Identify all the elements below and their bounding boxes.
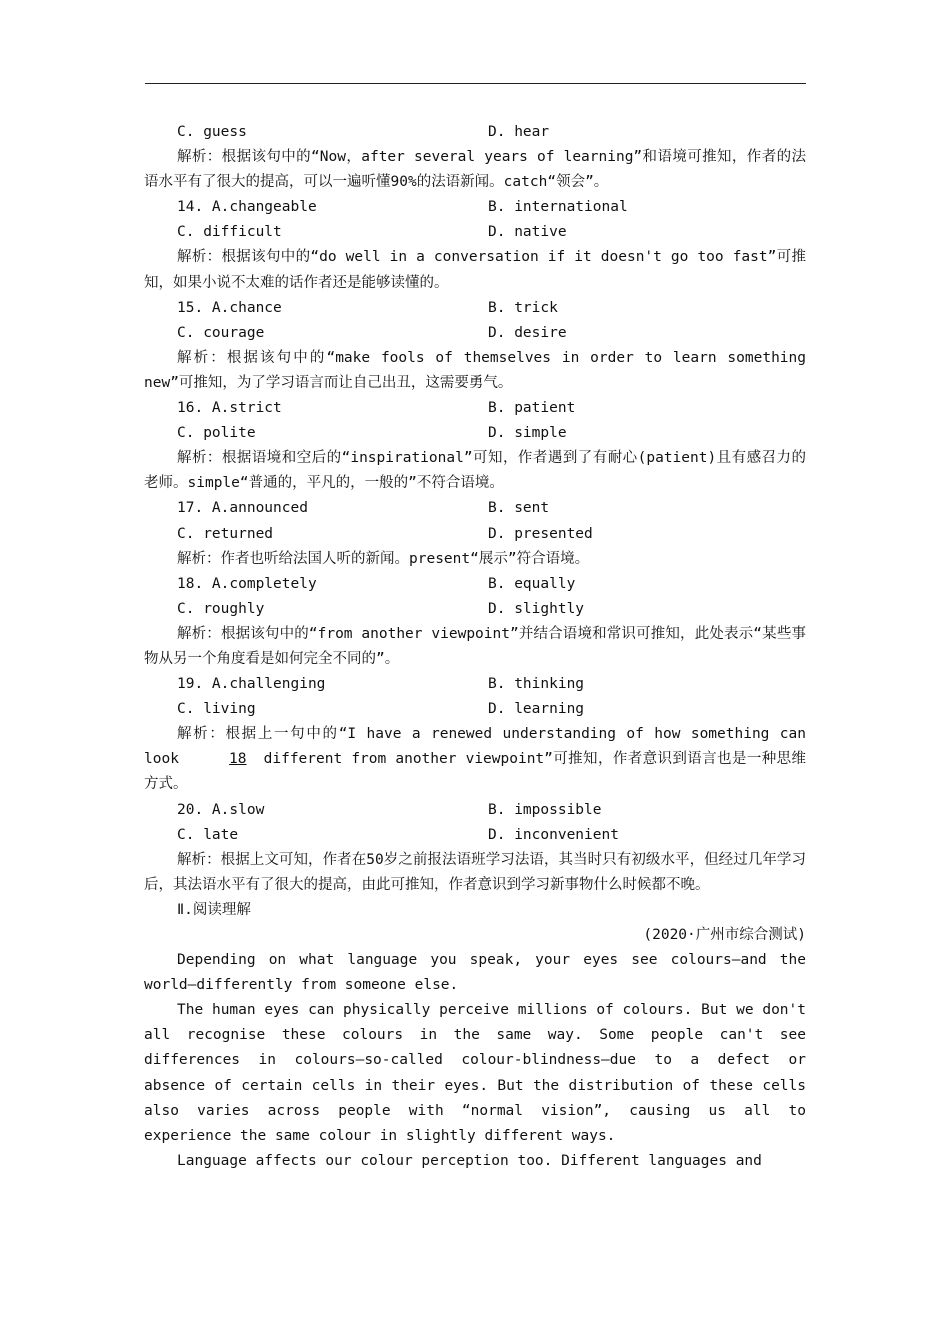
option-d: D. simple	[488, 425, 567, 442]
option-c: C. returned	[177, 525, 274, 542]
question-16-options-cd	[144, 421, 806, 446]
section-title: Ⅱ.阅读理解	[177, 901, 251, 918]
question-20-options-cd	[144, 823, 806, 848]
option-b: B. sent	[488, 500, 550, 517]
option-d: D. slightly	[488, 600, 585, 617]
passage-paragraph: Language affects our colour perception too. Different languages and	[177, 1152, 762, 1169]
option-b: B. trick	[488, 299, 558, 316]
option-b: B. equally	[488, 575, 576, 592]
q19-analysis-post: different from another viewpoint”可推知，作者意识到语言也是一种思维方式。	[144, 751, 806, 793]
option-a: 19. A.challenging	[177, 676, 326, 693]
question-19-options-cd	[144, 697, 806, 722]
option-d: D. inconvenient	[488, 826, 619, 843]
question-15-options-ab	[144, 296, 806, 321]
question-18-options-cd	[144, 597, 806, 622]
option-c: C. courage	[177, 324, 265, 341]
option-a: 14. A.changeable	[177, 199, 317, 216]
q19-analysis-pre: 解析：根据上一句中的“I have a renewed understanding of how something can look	[144, 726, 806, 768]
option-d: D. native	[488, 224, 567, 241]
option-a: 18. A.completely	[177, 575, 317, 592]
option-b: B. thinking	[488, 676, 585, 693]
q17-analysis: 解析：作者也听给法国人听的新闻。present“展示”符合语境。	[177, 550, 590, 567]
option-b: B. patient	[488, 400, 576, 417]
question-18-options-ab	[144, 572, 806, 597]
document-content	[144, 120, 806, 1174]
option-a: 20. A.slow	[177, 801, 265, 818]
question-17-options-ab	[144, 496, 806, 521]
option-c: C. late	[177, 826, 239, 843]
option-c: C. polite	[177, 425, 256, 442]
option-b: B. international	[488, 199, 628, 216]
question-14-options-cd	[144, 220, 806, 245]
option-a: 15. A.chance	[177, 299, 282, 316]
q18-analysis: 解析：根据该句中的“from another viewpoint”并结合语境和常识可推知，此处表示“某些事物从另一个角度看是如何完全不同的”。	[144, 625, 806, 667]
question-16-options-ab	[144, 396, 806, 421]
question-13-options	[144, 120, 806, 145]
question-20-options-ab	[144, 798, 806, 823]
q15-analysis: 解析：根据该句中的“make fools of themselves in order to learn something new”可推知，为了学习语言而让自己出丑，这需要勇气。	[144, 349, 806, 391]
option-d: D. hear	[488, 124, 550, 140]
option-c: C. difficult	[177, 224, 282, 241]
passage-paragraph: The human eyes can physically perceive millions of colours. But we don't all recognise these colours in the same way. Some people can't see differences in colours—so-called colour-blindness—due to a defect or absence of certain cells in their eyes. But the distribution of these cells also varies across people with “normal vision”, causing us all to experience the same colour in slightly different ways.	[144, 1002, 806, 1144]
source-citation: (2020·广州市综合测试)	[643, 927, 806, 943]
q19-analysis	[144, 722, 806, 797]
q13-analysis: 解析：根据该句中的“Now，after several years of learning”和语境可推知，作者的法语水平有了很大的提高，可以一遍听懂90%的法语新闻。catch“领会”。	[144, 149, 806, 191]
question-19-options-ab	[144, 672, 806, 697]
q14-analysis: 解析：根据该句中的“do well in a conversation if it doesn't go too fast”可推知，如果小说不太难的话作者还是能够读懂的。	[144, 249, 806, 291]
option-c: C. guess	[177, 124, 247, 140]
q16-analysis: 解析：根据语境和空后的“inspirational”可知，作者遇到了有耐心(patient)且有感召力的老师。simple“普通的，平凡的，一般的”不符合语境。	[144, 450, 806, 492]
question-17-options-cd	[144, 522, 806, 547]
option-a: 16. A.strict	[177, 400, 282, 417]
option-a: 17. A.announced	[177, 500, 308, 517]
option-b: B. impossible	[488, 801, 602, 818]
option-d: D. desire	[488, 324, 567, 341]
question-14-options-ab	[144, 195, 806, 220]
option-d: D. presented	[488, 525, 593, 542]
q20-analysis: 解析：根据上文可知，作者在50岁之前报法语班学习法语，其当时只有初级水平，但经过几年学习后，其法语水平有了很大的提高，由此可推知，作者意识到学习新事物什么时候都不晚。	[144, 851, 806, 893]
question-15-options-cd	[144, 321, 806, 346]
option-d: D. learning	[488, 701, 585, 718]
option-c: C. living	[177, 701, 256, 718]
header-rule	[145, 83, 806, 84]
option-c: C. roughly	[177, 600, 265, 617]
passage-paragraph: Depending on what language you speak, your eyes see colours—and the world—differently from someone else.	[144, 952, 806, 994]
blank-reference: 18	[229, 751, 247, 768]
